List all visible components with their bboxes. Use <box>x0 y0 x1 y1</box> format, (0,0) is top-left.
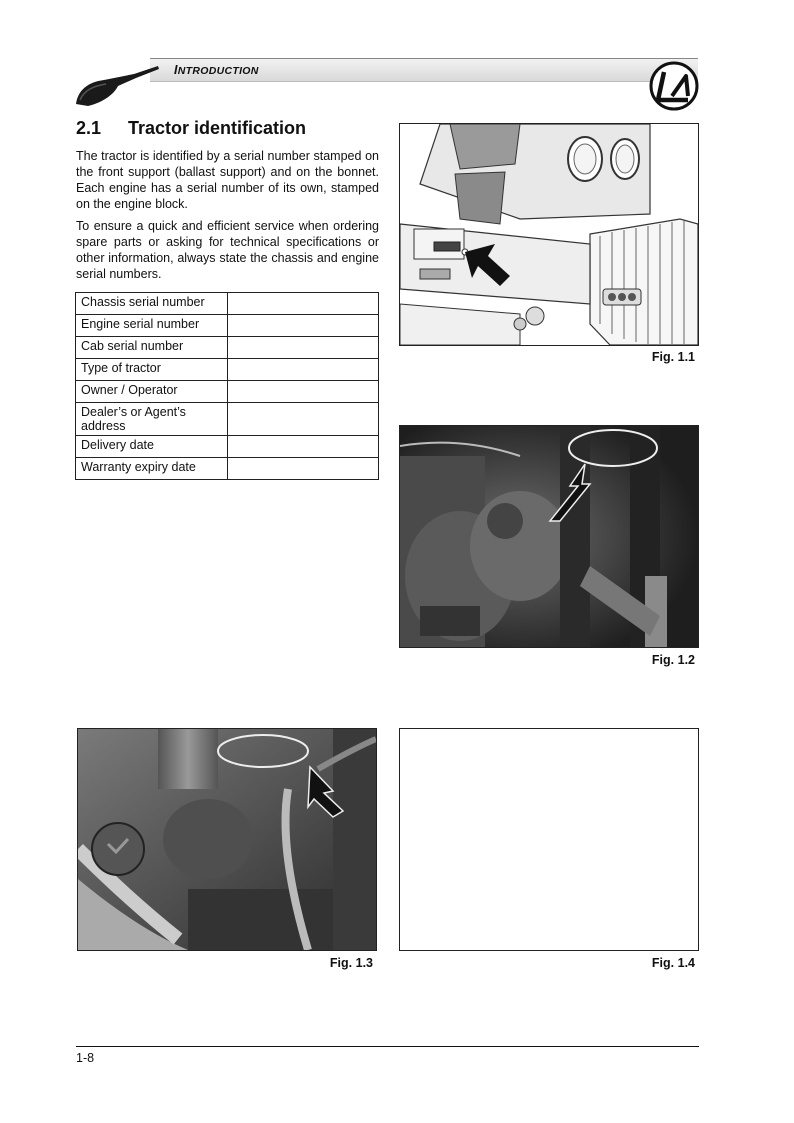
table-row <box>76 293 379 315</box>
table-value <box>228 293 379 315</box>
figure-caption: Fig. 1.1 <box>651 350 695 364</box>
table-row <box>76 315 379 337</box>
table-value <box>228 403 379 436</box>
engine-detail-photo <box>78 729 376 950</box>
table-label: Chassis serial number <box>76 293 228 315</box>
table-label: Engine serial number <box>76 315 228 337</box>
section-number: 2.1 <box>76 118 102 138</box>
table-value <box>228 458 379 480</box>
figure-1-2 <box>399 425 699 648</box>
table-label: Warranty expiry date <box>76 458 228 480</box>
table-value <box>228 381 379 403</box>
table-label: Type of tractor <box>76 359 228 381</box>
table-label: Dealer’s or Agent’s address <box>76 403 228 436</box>
identification-table <box>75 292 379 480</box>
figure-caption: Fig. 1.3 <box>329 956 373 970</box>
figure-caption: Fig. 1.4 <box>651 956 695 970</box>
table-row <box>76 403 379 436</box>
figure-1-3 <box>77 728 377 951</box>
figure-1-1 <box>399 123 699 346</box>
table-value <box>228 337 379 359</box>
page-number: 1-8 <box>76 1051 95 1065</box>
table-row <box>76 436 379 458</box>
table-row <box>76 359 379 381</box>
intro-paragraph: The tractor is identified by a serial number stamped on the front support (ballast support) and on the bonnet. Each engine has a serial number of its own, stamped on the engine block. <box>76 149 379 211</box>
tractor-front-drawing <box>400 124 698 345</box>
section-title: Tractor identification <box>128 118 307 138</box>
service-paragraph: To ensure a quick and efficient service when ordering spare parts or asking for technical specifications or other information, always state the chassis and engine serial numbers. <box>76 219 379 281</box>
table-value <box>228 359 379 381</box>
table-label: Cab serial number <box>76 337 228 359</box>
table-row <box>76 458 379 480</box>
pointing-hand-icon <box>74 60 164 108</box>
table-label: Delivery date <box>76 436 228 458</box>
brand-logo-icon <box>648 60 700 112</box>
table-row <box>76 337 379 359</box>
footer-divider <box>76 1046 699 1047</box>
figure-caption: Fig. 1.2 <box>651 653 695 667</box>
table-row <box>76 381 379 403</box>
engine-photo <box>400 426 698 647</box>
table-value <box>228 436 379 458</box>
figure-1-4 <box>399 728 699 951</box>
table-label: Owner / Operator <box>76 381 228 403</box>
table-value <box>228 315 379 337</box>
header-title: INTRODUCTION <box>174 63 259 77</box>
